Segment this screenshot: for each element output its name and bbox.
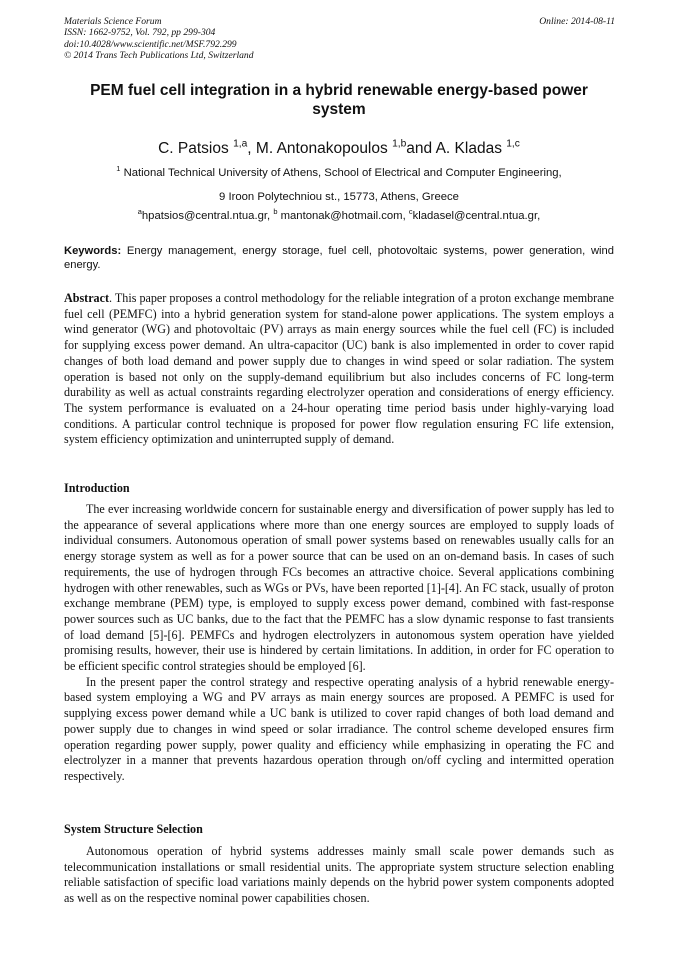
email-sup: c [408, 207, 413, 217]
affiliation-line-2: 9 Iroon Polytechniou st., 15773, Athens, Greece [219, 191, 459, 203]
doi-line: doi:10.4028/www.scientific.net/MSF.792.299 [64, 38, 237, 50]
abstract-label: Abstract [64, 291, 110, 305]
affiliation-line-1 [64, 164, 614, 179]
paper-title: PEM fuel cell integration in a hybrid renewable energy-based power system [90, 82, 588, 118]
paragraph: In the present paper the control strategy and respective operating analysis of a hybrid renewable energy-based system employing a WG and PV arrays as main energy sources are proposed. A PEMFC is used for supplying excess power demand while a UC bank is utilized to cover rapid changes of both load demand and power supply due to changes in wind speed or solar irradiance. The control scheme developed ensures firm operation regarding power supply, power quality and efficiency while emphasizing in operating the FC and electrolyzer in a manner that prevents hazardous operation through on/off cycling and intermitted operation respectively. [64, 674, 614, 783]
author-name: C. Patsios [158, 140, 234, 157]
issn-line: ISSN: 1662-9752, Vol. 792, pp 299-304 [64, 27, 216, 39]
author-list [64, 140, 614, 158]
system-structure-heading: System Structure Selection [64, 822, 203, 836]
email-text: kladasel@central.ntua.gr, [412, 210, 541, 222]
keywords-text: Energy management, energy storage, fuel cell, photovoltaic systems, power generation, wind energy. [64, 245, 614, 272]
email-sup: b [273, 207, 278, 217]
online-date: Online: 2014-08-11 [539, 16, 615, 27]
author-name: M. Antonakopoulos [255, 140, 393, 157]
email-sup: a [137, 207, 142, 217]
email-line [64, 207, 614, 222]
affiliation-sup: 1 [116, 164, 121, 174]
keywords-label: Keywords: [64, 245, 122, 257]
affiliation-text: National Technical University of Athens, School of Electrical and Computer Engineering, [120, 167, 562, 179]
author-sup: 1,c [506, 138, 520, 150]
author-name: and A. Kladas [406, 140, 507, 157]
paragraph: Autonomous operation of hybrid systems addresses mainly small scale power demands such as telecommunication installations or small residential units. The appropriate system structure selection enabling reliable satisfaction of specific load variations mainly depends on the hybrid power system components adopted as well as on the respective nominal power capabilities chosen. [64, 844, 614, 906]
author-separator: , [247, 140, 256, 157]
system-structure-body [64, 844, 614, 907]
journal-header [64, 16, 254, 62]
copyright-line: © 2014 Trans Tech Publications Ltd, Switzerland [64, 50, 254, 62]
email-text: hpatsios@central.ntua.gr, [141, 210, 274, 222]
journal-name: Materials Science Forum [64, 16, 162, 27]
introduction-body [64, 502, 614, 785]
author-sup: 1,b [392, 138, 407, 150]
email-text: mantonak@hotmail.com, [277, 210, 409, 222]
author-sup: 1,a [233, 138, 248, 150]
keywords [64, 244, 614, 272]
abstract [64, 291, 614, 448]
introduction-heading: Introduction [64, 481, 130, 495]
paragraph: The ever increasing worldwide concern for sustainable energy and diversification of power supply has led to the appearance of several applications where more than one energy sources are employed to supply loads of individual consumers. Autonomous operation of small power systems based on renewables usually calls for an energy storage system as well as for a power source that can be used on an on-demand basis. In cases of such requirements, the use of hydrogen through FCs becomes an attractive choice. Several applications combining hydrogen with other renewables, such as WGs or PVs, have been reported [1]-[4]. An FC stack, usually of proton exchange membrane (PEM) type, is employed to supply excess power demand, combined with fast-response power sources such as UC banks, due to the fact that the PEMFC has a slow dynamic response to fast transients of load demand [5]-[6]. PEMFCs and hydrogen electrolyzers in autonomous system operation have yielded promising results, however, their use is hindered by certain limitations. In addition, in order for FC operation to be efficient specific control strategies should be employed [6]. [64, 502, 614, 674]
abstract-text: . This paper proposes a control methodology for the reliable integration of a proton exchange membrane fuel cell (PEMFC) into a hybrid generation system for stand-alone power applications. The system employs a wind generator (WG) and photovoltaic (PV) arrays as main energy sources while the fuel cell (FC) is included for supplying excess power demand. An ultra-capacitor (UC) bank is also implemented in order to cover rapid changes of both load demand and power supply due to changes in wind speed or solar radiation. The system operation is based not only on the supply-demand equilibrium but also includes concerns of FC long-term durability as well as actual constraints regarding electrolyzer operation and considerations of energy efficiency. The system performance is evaluated on a 24-hour operating time period basis under highly-varying load conditions. A particular control technique is proposed for power flow regulation ensuring FC life extension, system efficiency optimization and uninterrupted supply of demand. [64, 291, 614, 447]
